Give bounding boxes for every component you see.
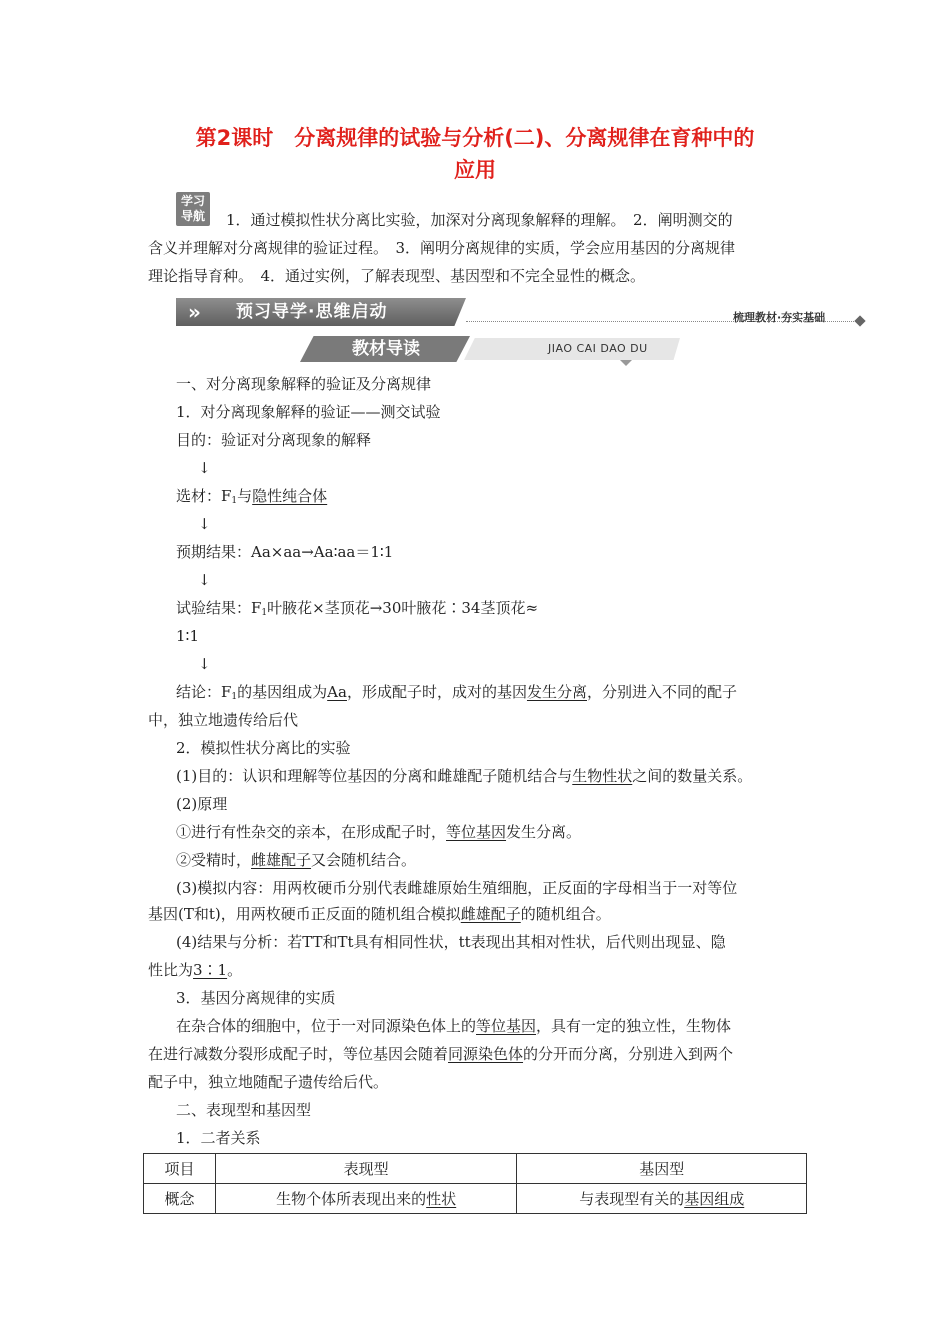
heading-1-2: 2．模拟性状分离比的实验 xyxy=(176,739,351,757)
testcross-expectation: 预期结果：Aa×aa→Aa∶aa＝1∶1 xyxy=(176,543,394,561)
p4-a: 性比为 xyxy=(148,961,194,979)
essence-line-3: 配子中，独立地随配子遗传给后代。 xyxy=(148,1073,389,1091)
banner-title: 预习导学·思维启动 xyxy=(236,302,388,322)
heading-2: 二、表现型和基因型 xyxy=(176,1101,312,1119)
banner-subtitle: 梳理教材·夯实基础 xyxy=(733,311,826,324)
p5-2a: 在进行减数分裂形成配子时，等位基因会随着 xyxy=(148,1045,449,1063)
result-sub: 1 xyxy=(261,608,268,618)
essence-line-2 xyxy=(148,1044,733,1064)
table-header: 基因型 xyxy=(517,1154,807,1184)
concl-b: ，形成配子时，成对的基因 xyxy=(346,683,527,701)
heading-1-3: 3．基因分离规律的实质 xyxy=(176,989,336,1007)
cell-answer: 性状 xyxy=(426,1190,457,1208)
p5-2-answer: 同源染色体 xyxy=(448,1045,524,1063)
heading-1: 一、对分离现象解释的验证及分离规律 xyxy=(176,375,432,393)
simulation-principle: (2)原理 xyxy=(176,795,228,813)
table-cell xyxy=(517,1184,807,1214)
p2-1a: ①进行有性杂交的亲本，在形成配子时， xyxy=(176,823,447,841)
table-header-row xyxy=(144,1154,807,1184)
testcross-conclusion-2: 中，独立地遗传给后代 xyxy=(148,711,299,729)
simulation-content-1: (3)模拟内容：用两枚硬币分别代表雌雄原始生殖细胞，正反面的字母相当于一对等位 xyxy=(176,879,738,897)
simulation-content-2 xyxy=(148,904,611,924)
p1-a: (1)目的：认识和理解等位基因的分离和雌雄配子随机结合与 xyxy=(176,767,573,785)
table-header: 项目 xyxy=(144,1154,216,1184)
down-arrow-icon: ↓ xyxy=(198,515,211,533)
p5-1a: 在杂合体的细胞中，位于一对同源染色体上的 xyxy=(176,1017,477,1035)
result-rest: 叶腋花×茎顶花→30叶腋花∶34茎顶花≈ xyxy=(267,599,539,617)
material-mid: 与 xyxy=(237,487,253,505)
testcross-result xyxy=(176,598,538,623)
cell-text: 与表现型有关的 xyxy=(579,1190,685,1208)
essence-line-1 xyxy=(176,1016,731,1036)
concl-sub: 1 xyxy=(231,692,238,702)
material-prefix: 选材：F xyxy=(176,487,232,505)
cell-text: 生物个体所表现出来的 xyxy=(276,1190,427,1208)
diamond-icon xyxy=(854,315,865,326)
testcross-purpose: 目的：验证对分离现象的解释 xyxy=(176,431,372,449)
result-prefix: 试验结果：F xyxy=(176,599,262,617)
p1-b: 之间的数量关系。 xyxy=(632,767,753,785)
p2-1-answer: 等位基因 xyxy=(446,823,507,841)
table-cell: 概念 xyxy=(144,1184,216,1214)
table-cell xyxy=(215,1184,517,1214)
concl-c: ，分别进入不同的配子 xyxy=(586,683,737,701)
testcross-conclusion xyxy=(176,682,737,707)
down-arrow-icon: ↓ xyxy=(198,571,211,589)
study-guide-badge xyxy=(176,192,210,226)
page-title: 第2课时 分离规律的试验与分析(二)、分离规律在育种中的 xyxy=(195,126,755,150)
badge-text-1: 学习 xyxy=(180,194,205,208)
badge-text-2: 导航 xyxy=(180,209,205,223)
double-chevron-icon: » xyxy=(188,300,201,324)
subsection-header xyxy=(300,336,680,362)
guide-line-1: 1．通过模拟性状分离比实验，加深对分离现象解释的理解。 2．阐明测交的 xyxy=(226,211,733,229)
p3-answer: 雌雄配子 xyxy=(460,905,521,923)
guide-line-2: 含义并理解对分离规律的验证过程。 3．阐明分离规律的实质，学会应用基因的分离规律 xyxy=(148,239,736,257)
table-row xyxy=(144,1184,807,1214)
p2-2b: 又会随机结合。 xyxy=(311,851,417,869)
simulation-result-1: (4)结果与分析：若TT和Tt具有相同性状，tt表现出其相对性状，后代则出现显、隐 xyxy=(176,933,726,951)
cell-answer: 基因组成 xyxy=(684,1190,745,1208)
guide-line-3: 理论指导育种。 4．通过实例，了解表现型、基因型和不完全显性的概念。 xyxy=(148,267,646,285)
material-sub: 1 xyxy=(231,496,238,506)
page-title-continued: 应用 xyxy=(454,158,496,182)
concl-answer-2: 发生分离 xyxy=(526,683,587,701)
heading-2-1: 1．二者关系 xyxy=(176,1129,261,1147)
subsection-title: 教材导读 xyxy=(352,339,420,359)
table-header: 表现型 xyxy=(215,1154,517,1184)
material-answer: 隐性纯合体 xyxy=(252,487,328,505)
p5-2b: 的分开而分离，分别进入到两个 xyxy=(523,1045,734,1063)
heading-1-1: 1．对分离现象解释的验证——测交试验 xyxy=(176,403,441,421)
section-banner xyxy=(176,298,466,326)
p3-b: 的随机组合。 xyxy=(520,905,611,923)
p3-a: 基因(T和t)，用两枚硬币正反面的随机组合模拟 xyxy=(148,905,461,923)
simulation-result-2 xyxy=(148,960,242,980)
p1-answer: 生物性状 xyxy=(572,767,633,785)
simulation-purpose xyxy=(176,766,752,786)
principle-2 xyxy=(176,850,416,870)
p4-answer: 3∶1 xyxy=(193,961,228,979)
principle-1 xyxy=(176,822,581,842)
concl-a: 的基因组成为 xyxy=(237,683,328,701)
p2-1b: 发生分离。 xyxy=(506,823,582,841)
p2-2a: ②受精时， xyxy=(176,851,252,869)
down-arrow-icon: ↓ xyxy=(198,459,211,477)
p4-b: 。 xyxy=(227,961,243,979)
concl-answer-1: Aa xyxy=(327,683,347,701)
testcross-result-ratio: 1∶1 xyxy=(176,627,199,645)
phenotype-genotype-table xyxy=(143,1153,807,1214)
triangle-down-icon xyxy=(620,360,632,366)
p5-1-answer: 等位基因 xyxy=(476,1017,537,1035)
p5-1b: ，具有一定的独立性，生物体 xyxy=(536,1017,732,1035)
concl-prefix: 结论：F xyxy=(176,683,232,701)
p2-2-answer: 雌雄配子 xyxy=(251,851,312,869)
down-arrow-icon: ↓ xyxy=(198,655,211,673)
subsection-pinyin: JIAO CAI DAO DU xyxy=(548,342,648,355)
testcross-material xyxy=(176,486,327,511)
